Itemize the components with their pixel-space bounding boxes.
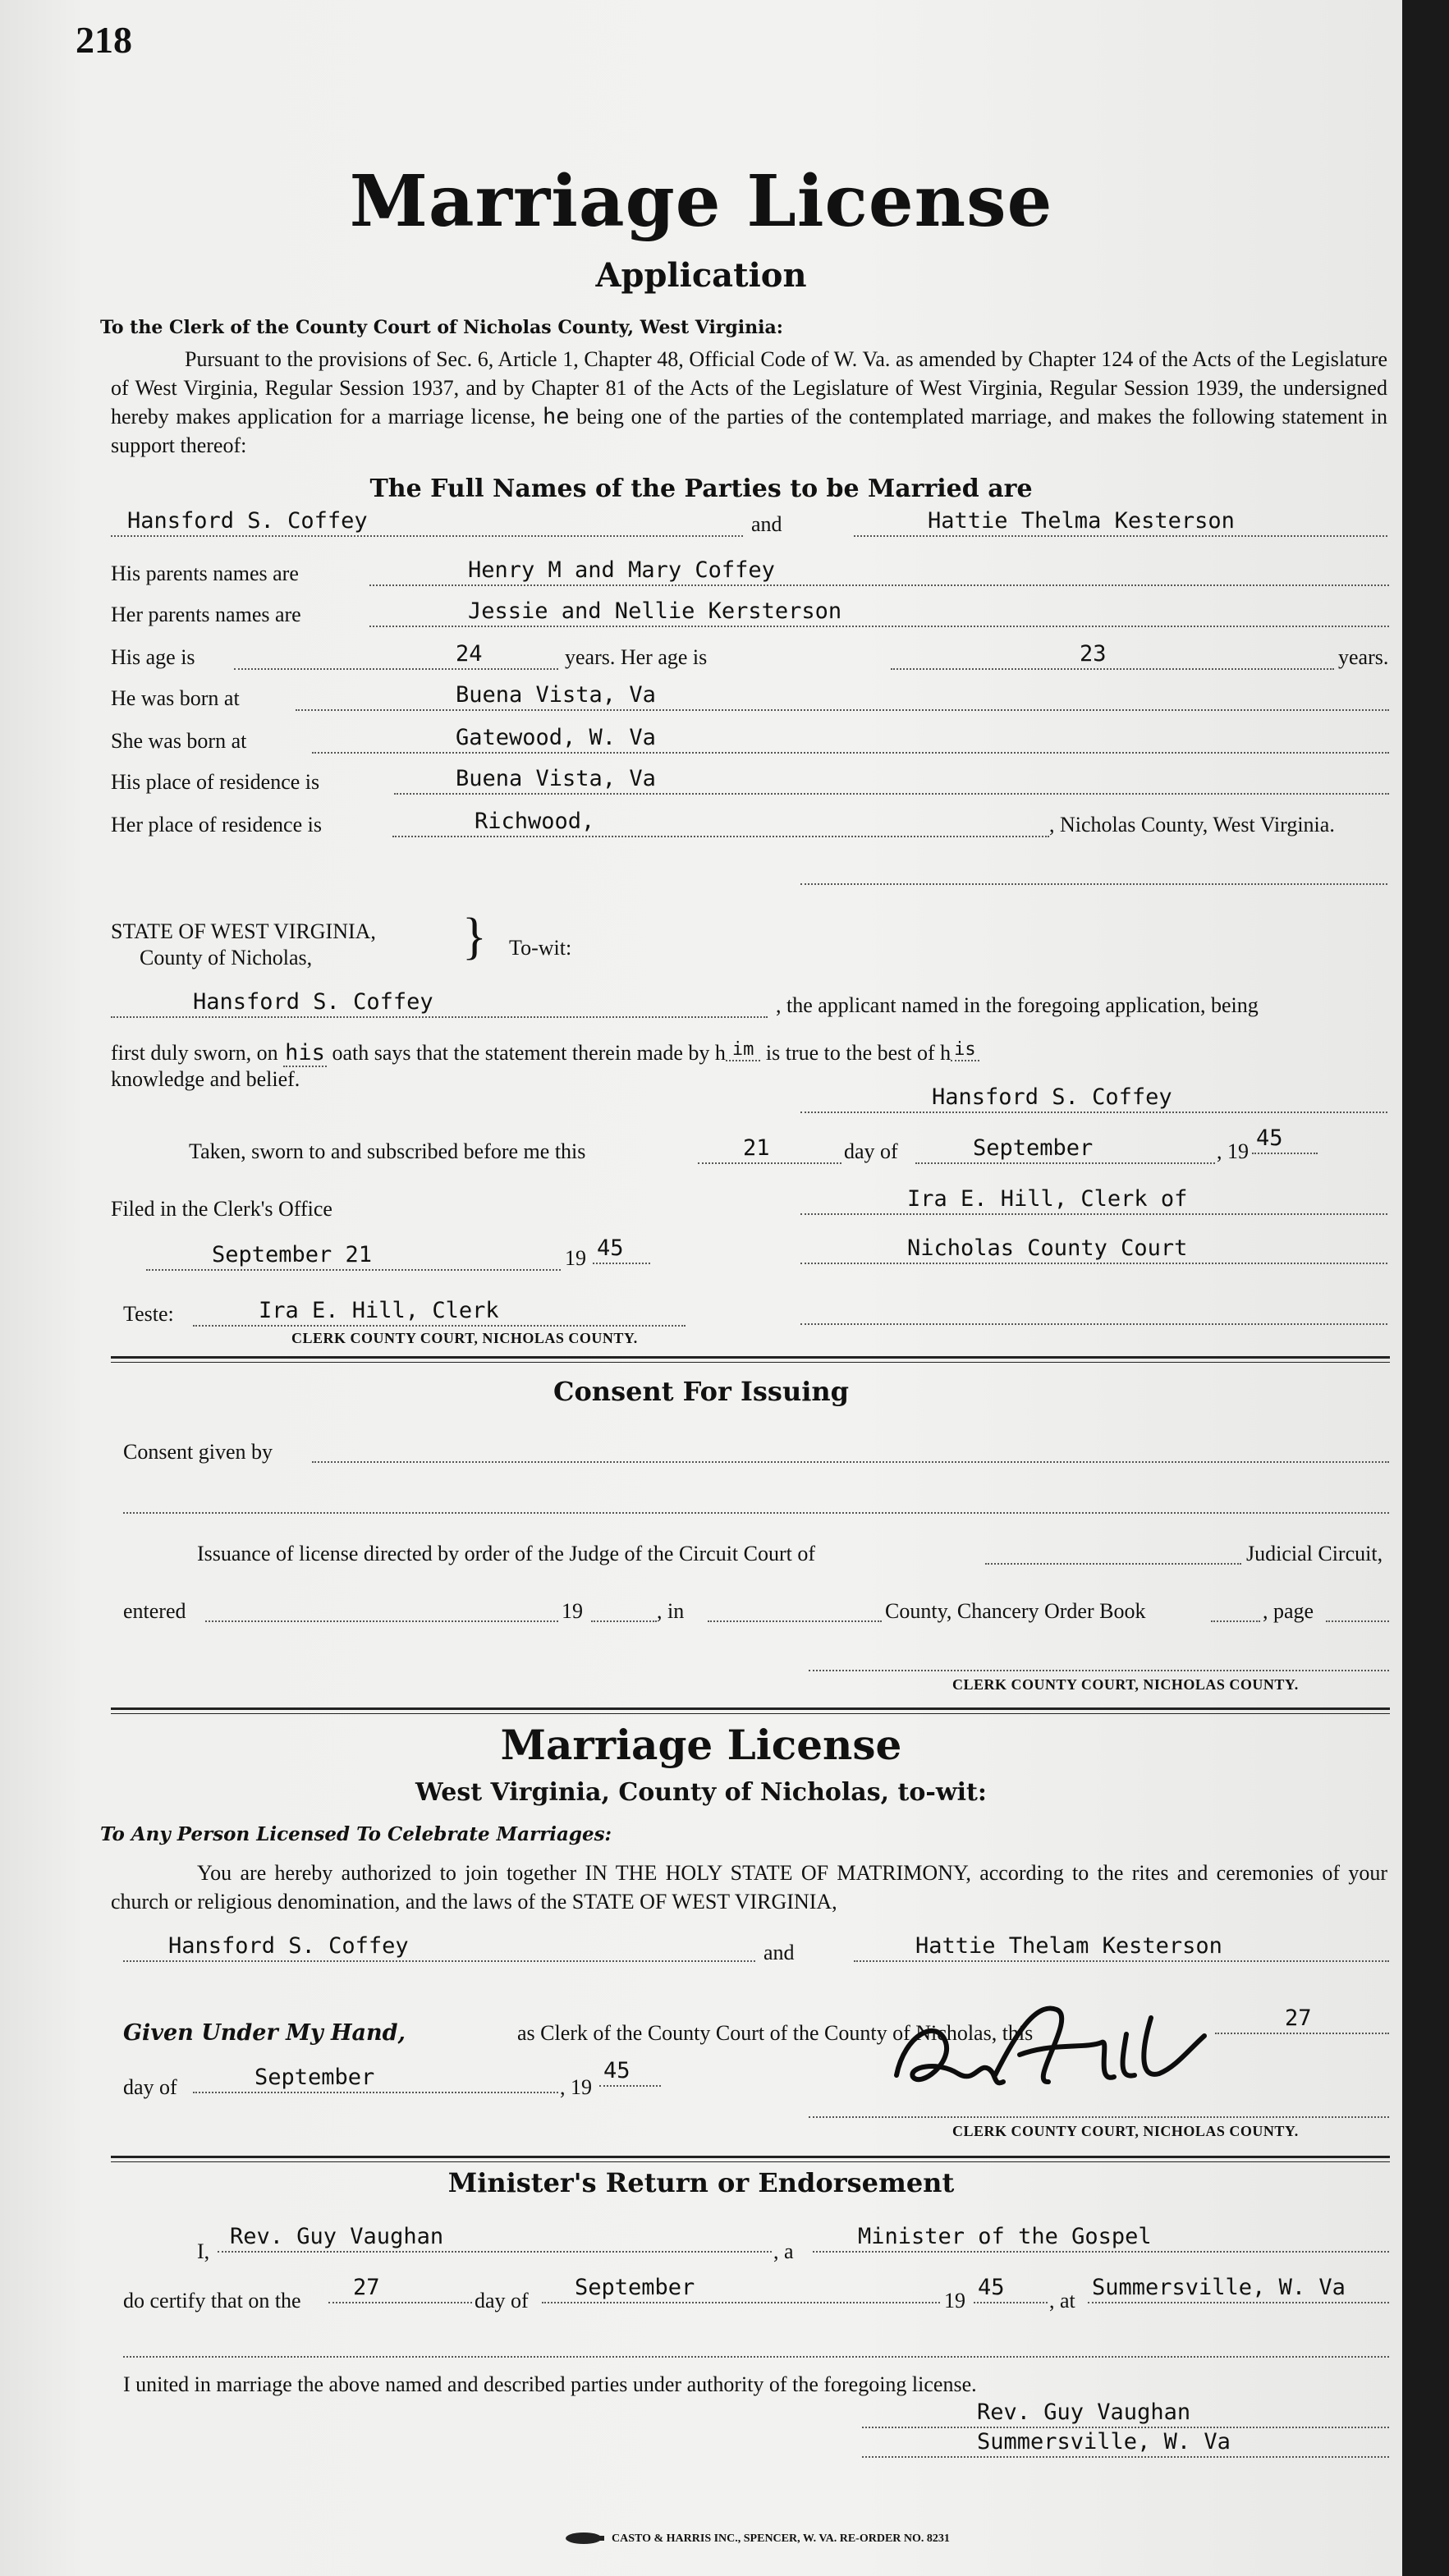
license-groom-field: Hansford S. Coffey <box>123 1932 755 1962</box>
state-line: STATE OF WEST VIRGINIA, <box>111 919 376 943</box>
minister-day-of: day of <box>475 2289 529 2312</box>
his-residence-field: Buena Vista, Va <box>394 765 1389 795</box>
her-residence-suffix: , Nicholas County, West Virginia. <box>1049 813 1335 837</box>
teste-label: Teste: <box>123 1302 174 1326</box>
oath-text-2b: oath says that the statement therein made by h <box>332 1041 726 1065</box>
given-month-field: September <box>193 2064 558 2093</box>
minister-year-field: 45 <box>974 2274 1048 2303</box>
oath-text-2 <box>111 1036 979 1067</box>
consent-caption: CLERK COUNTY COURT, NICHOLAS COUNTY. <box>952 1676 1299 1693</box>
page-label: , page <box>1263 1599 1314 1623</box>
minister-a: , a <box>773 2239 794 2263</box>
minister-at: , at <box>1049 2289 1075 2312</box>
his-age-field: 24 <box>234 640 558 670</box>
oath-applicant-field: Hansford S. Coffey <box>111 988 768 1018</box>
she-born-field: Gatewood, W. Va <box>312 724 1389 754</box>
issuance-text: Issuance of license directed by order of the Judge of the Circuit Court of <box>197 1542 816 1565</box>
page-number: 218 <box>76 19 132 61</box>
certify-label: do certify that on the <box>123 2289 301 2312</box>
names-heading: The Full Names of the Parties to be Married are <box>369 474 1033 503</box>
page-field <box>1326 1596 1389 1622</box>
minister-title-field: Minister of the Gospel <box>813 2223 1389 2253</box>
oath-his-field: his <box>285 1040 325 1066</box>
her-residence-field: Richwood, <box>392 808 1049 837</box>
entered-in-label: , in <box>657 1599 685 1623</box>
teste-caption: CLERK COUNTY COURT, NICHOLAS COUNTY. <box>291 1330 638 1346</box>
filed-date-field: September 21 <box>146 1241 561 1271</box>
sworn-label: Taken, sworn to and subscribed before me this <box>189 1139 586 1163</box>
entered-label: entered <box>123 1599 186 1623</box>
bride-name-field: Hattie Thelma Kesterson <box>854 507 1387 537</box>
given-text: as Clerk of the County Court of the County of Nicholas, this <box>517 2021 1034 2045</box>
sworn-month-field: September <box>915 1134 1215 1164</box>
minister-sig-name: Rev. Guy Vaughan <box>862 2399 1389 2428</box>
his-age-label: His age is <box>111 645 195 669</box>
filed-year-field: 45 <box>593 1235 650 1264</box>
he-born-label: He was born at <box>111 686 240 710</box>
circuit-court-field <box>985 1538 1241 1565</box>
his-parents-field: Henry M and Mary Coffey <box>369 557 1389 586</box>
her-parents-label: Her parents names are <box>111 603 301 626</box>
oath-im-field: im <box>726 1039 761 1061</box>
clerk-signature-2: Nicholas County Court <box>800 1235 1387 1264</box>
he-born-field: Buena Vista, Va <box>296 681 1389 711</box>
minister-name-field: Rev. Guy Vaughan <box>218 2223 772 2253</box>
printer-imprint: CASTO & HARRIS INC., SPENCER, W. VA. RE-ORDER NO. 8231 <box>612 2532 950 2545</box>
license-and-label: and <box>763 1941 795 1964</box>
oath-signature-field: Hansford S. Coffey <box>800 1084 1387 1113</box>
minister-nineteen: 19 <box>944 2289 965 2312</box>
oath-text-2c: is true to the best of h <box>765 1041 951 1065</box>
her-age-field: 23 <box>891 640 1334 670</box>
sworn-year-field: 45 <box>1252 1125 1318 1154</box>
oath-text-1: , the applicant named in the foregoing application, being <box>776 993 1259 1017</box>
his-residence-label: His place of residence is <box>111 770 320 794</box>
minister-i: I, <box>197 2239 210 2263</box>
given-under-hand: Given Under My Hand, <box>123 2020 406 2046</box>
filed-label: Filed in the Clerk's Office <box>111 1197 332 1221</box>
her-residence-label: Her place of residence is <box>111 813 322 837</box>
years-her-age-label: years. Her age is <box>565 645 708 669</box>
clerk-signature-1: Ira E. Hill, Clerk of <box>800 1185 1387 1215</box>
preamble-he: he <box>543 404 570 429</box>
minister-place-field: Summersville, W. Va <box>1088 2274 1389 2303</box>
minister-day-field: 27 <box>328 2274 472 2303</box>
section-rule-1 <box>111 1356 1390 1363</box>
brace: } <box>462 909 487 965</box>
license-year-prefix: , 19 <box>560 2075 592 2099</box>
teste-right-line <box>800 1299 1387 1325</box>
minister-heading: Minister's Return or Endorsement <box>447 2167 955 2198</box>
to-clerk-line: To the Clerk of the County Court of Nicholas County, West Virginia: <box>100 317 783 338</box>
preamble-text <box>111 345 1387 460</box>
authorize-text: You are hereby authorized to join together IN THE HOLY STATE OF MATRIMONY, according to the rites and ceremonies of your church or religious denomination, and the laws of the STATE OF WEST VIRGINIA, <box>111 1861 1387 1914</box>
sworn-day-field: 21 <box>698 1134 841 1164</box>
groom-name-field: Hansford S. Coffey <box>111 507 743 537</box>
book-field <box>1211 1596 1260 1622</box>
entered-year-field <box>591 1596 657 1622</box>
years-label: years. <box>1338 645 1389 669</box>
given-year-field: 45 <box>599 2057 661 2087</box>
clerk-handwritten-signature <box>880 1985 1225 2108</box>
consent-given-field <box>312 1437 1389 1463</box>
consent-heading: Consent For Issuing <box>553 1376 849 1407</box>
applicant-extra-line <box>800 859 1387 885</box>
his-parents-label: His parents names are <box>111 561 299 585</box>
and-label: and <box>751 512 782 536</box>
minister-month-field: September <box>542 2274 940 2303</box>
chancery-book-label: County, Chancery Order Book <box>885 1599 1146 1623</box>
entered-nineteen: 19 <box>562 1599 583 1623</box>
application-heading: Application <box>595 256 807 295</box>
to-any-person: To Any Person Licensed To Celebrate Marriages: <box>100 1823 612 1845</box>
minister-extra-line <box>123 2331 1389 2358</box>
she-born-label: She was born at <box>111 729 247 753</box>
teste-field: Ira E. Hill, Clerk <box>193 1297 686 1327</box>
license-heading: Marriage License <box>500 1721 902 1769</box>
to-wit-label: To-wit: <box>509 936 572 960</box>
oath-text-2a: first duly sworn, on <box>111 1041 278 1065</box>
filed-year-prefix: 19 <box>565 1246 586 1270</box>
preamble-end: being one of the parties of the contemplated marriage, and makes the following statement in support thereof: <box>111 405 1388 457</box>
oath-text-3: knowledge and belief. <box>111 1067 300 1091</box>
section-rule-2 <box>111 1707 1390 1714</box>
oath-is-field: is <box>951 1039 979 1061</box>
united-text: I united in marriage the above named and described parties under authority of the foregoing license. <box>123 2372 977 2396</box>
license-subheading: West Virginia, County of Nicholas, to-wit: <box>415 1778 987 1807</box>
section-rule-3 <box>111 2156 1390 2162</box>
entered-county-field <box>708 1596 882 1622</box>
county-line: County of Nicholas, <box>140 946 313 969</box>
printer-logo-icon <box>563 2530 604 2546</box>
consent-extra-line <box>123 1487 1389 1514</box>
judicial-circuit-label: Judicial Circuit, <box>1246 1542 1383 1565</box>
consent-signature-line <box>809 1645 1389 1671</box>
given-day-field: 27 <box>1215 2005 1389 2034</box>
license-caption: CLERK COUNTY COURT, NICHOLAS COUNTY. <box>952 2123 1299 2139</box>
her-parents-field: Jessie and Nellie Kersterson <box>369 598 1389 627</box>
license-signature-line <box>809 2092 1389 2118</box>
license-bride-field: Hattie Thelam Kesterson <box>854 1932 1389 1962</box>
license-day-of: day of <box>123 2075 177 2099</box>
entered-field <box>205 1596 558 1622</box>
sworn-day-of: day of <box>844 1139 898 1163</box>
consent-given-label: Consent given by <box>123 1440 273 1464</box>
minister-sig-place: Summersville, W. Va <box>862 2428 1389 2458</box>
preamble-main: Pursuant to the provisions of Sec. 6, Article 1, Chapter 48, Official Code of W. Va. as amended by Chapter 124 of the Acts of the Legislature of West Virginia, Regular Session 1937, and by Chapter 81 of the Acts of the Legislature of West Virginia, Regular Session 1939, the undersigned hereby makes application for a marriage license, <box>111 347 1387 429</box>
document-title: Marriage License <box>349 160 1053 243</box>
sworn-year-prefix: , 19 <box>1217 1139 1249 1163</box>
